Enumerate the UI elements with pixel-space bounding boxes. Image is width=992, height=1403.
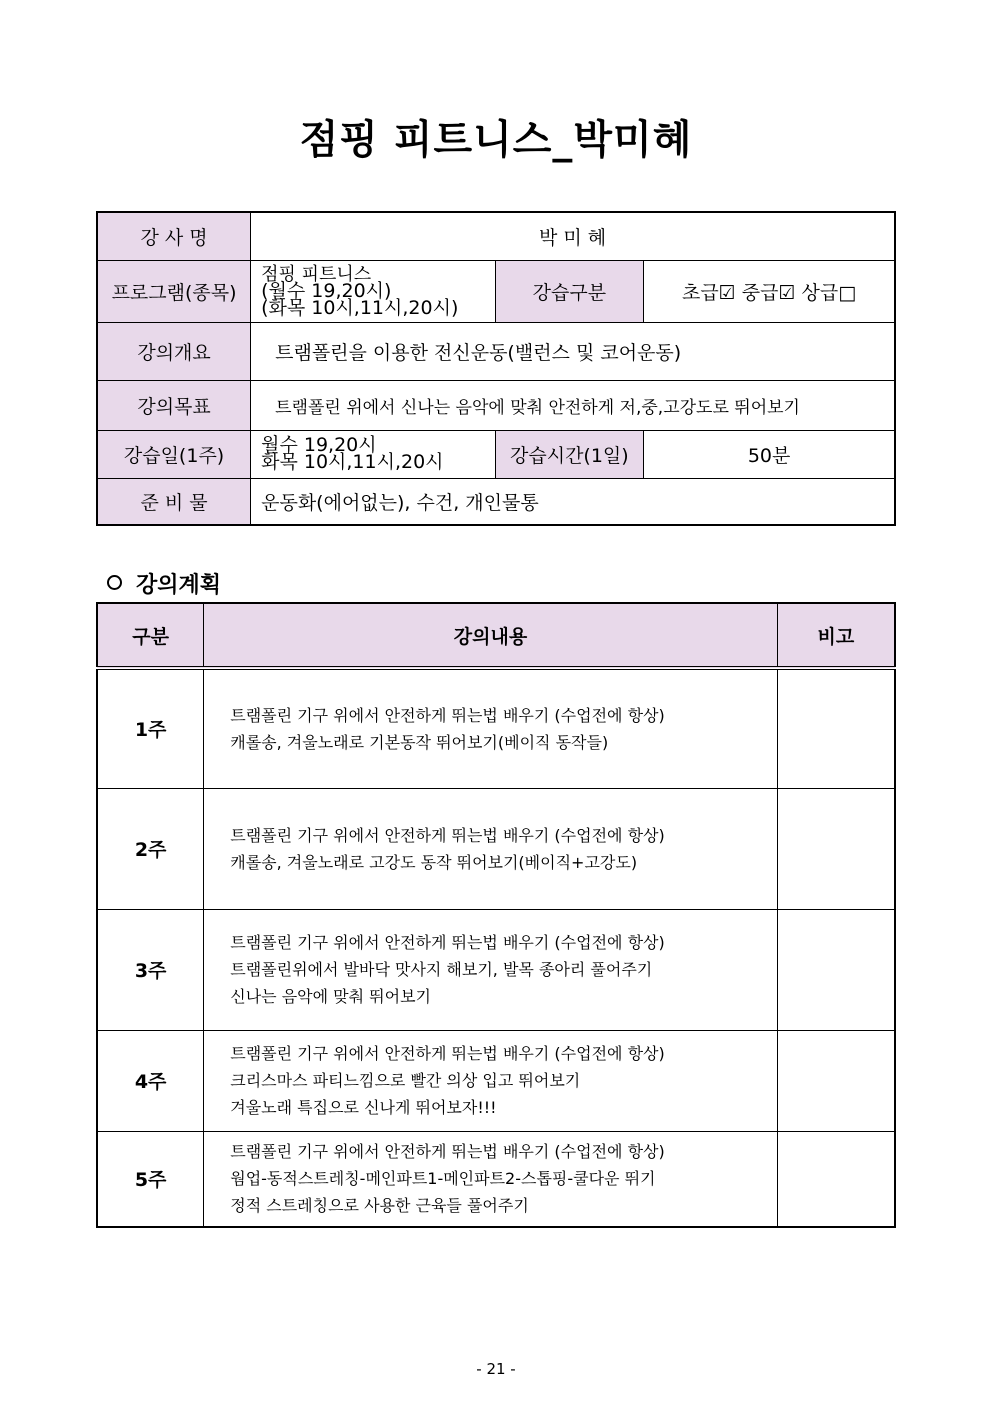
- content-line: 웜업-동적스트레칭-메인파트1-메인파트2-스톱핑-쿨다운 뛰기: [230, 1169, 656, 1189]
- week-note: [777, 1030, 895, 1131]
- days-line: 화목 10시,11시,20시: [261, 451, 444, 473]
- content-line: 트램폴린 기구 위에서 안전하게 뛰는법 배우기 (수업전에 항상): [230, 1142, 665, 1162]
- page-title: 점핑 피트니스_박미혜: [299, 117, 693, 163]
- section-title: 강의계획: [136, 573, 222, 598]
- level-value: 초급☑ 중급☑ 상급□: [644, 260, 895, 322]
- overview-label: 강의개요: [97, 322, 251, 380]
- content-line: 신나는 음악에 맞춰 뛰어보기: [230, 987, 431, 1006]
- program-value: [251, 260, 495, 322]
- days-line: 월수 19,20시: [261, 434, 377, 456]
- table-row: [97, 788, 895, 909]
- table-row: [97, 909, 895, 1030]
- content-line: 트램폴린 기구 위에서 안전하게 뛰는법 배우기 (수업전에 항상): [230, 1044, 665, 1063]
- content-line: 트램폴린 기구 위에서 안전하게 뛰는법 배우기 (수업전에 항상): [230, 933, 665, 952]
- week-label: 3주: [97, 909, 204, 1030]
- lesson-plan-table: [96, 602, 896, 1228]
- level-label: 강습구분: [495, 260, 644, 322]
- week-note: [777, 788, 895, 909]
- week-label: 5주: [97, 1131, 204, 1227]
- overview-value: 트램폴린을 이용한 전신운동(밸런스 및 코어운동): [251, 322, 895, 380]
- week-content: [204, 668, 778, 788]
- week-note: [777, 1131, 895, 1227]
- program-label: 프로그램(종목): [97, 260, 251, 322]
- table-row: [97, 1131, 895, 1227]
- goal-value: 트램폴린 위에서 신나는 음악에 맞춰 안전하게 저,중,고강도로 뛰어보기: [251, 380, 895, 430]
- course-info-table: [96, 211, 896, 526]
- goal-label: 강의목표: [97, 380, 251, 430]
- table-row: [97, 1030, 895, 1131]
- header-category: 구분: [97, 603, 204, 668]
- week-content: [204, 788, 778, 909]
- program-line: 점핑 피트니스: [261, 263, 372, 285]
- days-label: 강습일(1주): [97, 430, 251, 478]
- instructor-value: 박 미 혜: [251, 212, 895, 260]
- section-heading: [107, 568, 221, 599]
- circle-bullet-icon: [107, 575, 122, 590]
- week-label: 4주: [97, 1030, 204, 1131]
- header-note: 비고: [777, 603, 895, 668]
- instructor-label: 강 사 명: [97, 212, 251, 260]
- time-label: 강습시간(1일): [495, 430, 644, 478]
- week-label: 1주: [97, 668, 204, 788]
- page-number: - 21 -: [476, 1360, 516, 1378]
- table-row: [97, 668, 895, 788]
- week-content: [204, 1131, 778, 1227]
- content-line: 트램폴린위에서 발바닥 맛사지 해보기, 발목 종아리 풀어주기: [230, 960, 653, 979]
- content-line: 트램폴린 기구 위에서 안전하게 뛰는법 배우기 (수업전에 항상): [230, 825, 665, 845]
- content-line: 캐롤송, 겨울노래로 기본동작 뛰어보기(베이직 동작들): [230, 732, 609, 752]
- week-content: [204, 909, 778, 1030]
- content-line: 겨울노래 특집으로 신나게 뛰어보자!!!: [230, 1098, 497, 1117]
- header-content: 강의내용: [204, 603, 778, 668]
- prep-label: 준 비 물: [97, 478, 251, 525]
- program-line: (월수 19,20시): [261, 279, 392, 302]
- week-label: 2주: [97, 788, 204, 909]
- prep-value: 운동화(에어없는), 수건, 개인물통: [251, 478, 895, 525]
- week-content: [204, 1030, 778, 1131]
- week-note: [777, 909, 895, 1030]
- week-note: [777, 668, 895, 788]
- content-line: 트램폴린 기구 위에서 안전하게 뛰는법 배우기 (수업전에 항상): [230, 705, 665, 725]
- content-line: 캐롤송, 겨울노래로 고강도 동작 뛰어보기(베이직+고강도): [230, 852, 638, 872]
- program-line: (화목 10시,11시,20시): [261, 296, 459, 319]
- content-line: 크리스마스 파티느낌으로 빨간 의상 입고 뛰어보기: [230, 1071, 581, 1090]
- days-value: [251, 430, 495, 478]
- content-line: 정적 스트레칭으로 사용한 근육들 풀어주기: [230, 1196, 529, 1216]
- time-value: 50분: [644, 430, 895, 478]
